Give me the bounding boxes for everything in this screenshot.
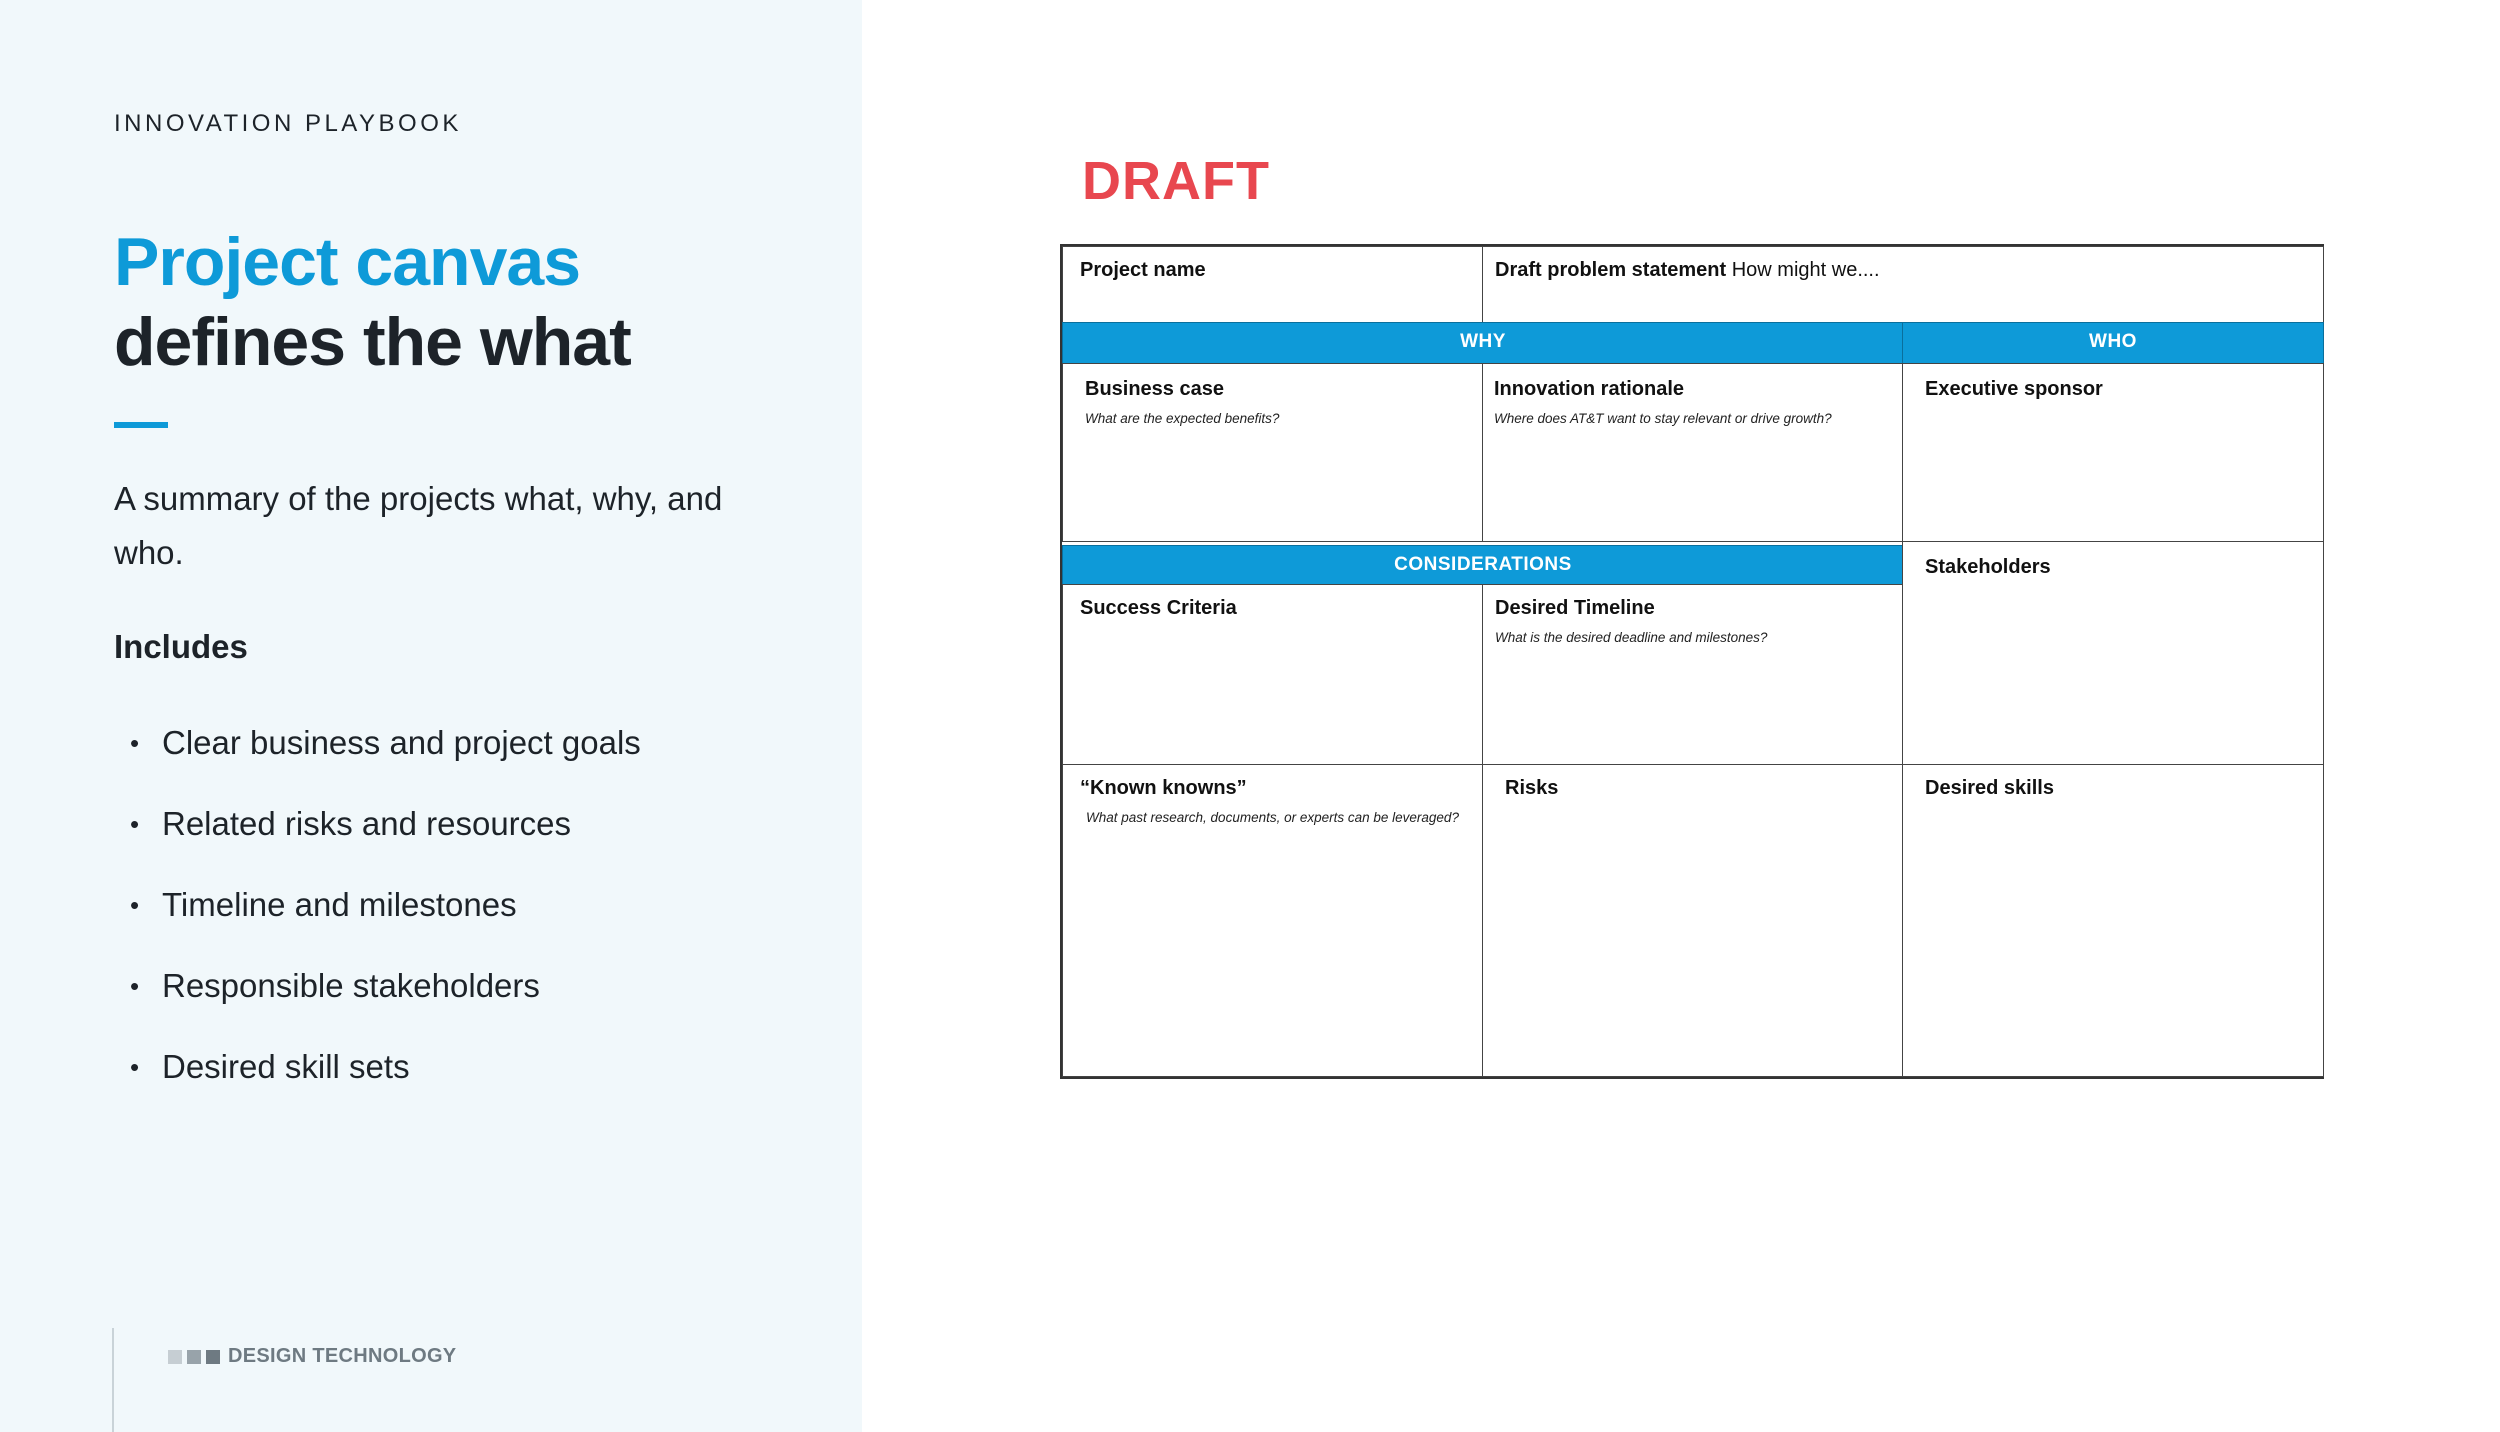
list-item	[130, 716, 641, 797]
list-item	[130, 959, 641, 1040]
list-item	[130, 878, 641, 959]
who-bar: WHO	[1902, 322, 2324, 364]
bullet-icon: •	[130, 809, 140, 839]
business-case-cell	[1062, 363, 1483, 542]
footer-brand: DESIGN TECHNOLOGY	[228, 1345, 457, 1367]
known-knowns-label: “Known knowns”	[1080, 777, 1247, 799]
desired-timeline-cell	[1482, 584, 1903, 765]
includes-heading: Includes	[114, 628, 248, 665]
eyebrow-label: INNOVATION PLAYBOOK	[114, 110, 462, 137]
innovation-rationale-cell	[1482, 363, 1903, 542]
success-criteria-cell	[1062, 584, 1483, 765]
includes-list	[130, 716, 641, 1121]
executive-sponsor-cell	[1902, 363, 2324, 542]
business-case-label: Business case	[1085, 378, 1224, 400]
project-canvas	[1060, 244, 2324, 1079]
title-line-2: defines the what	[114, 304, 631, 380]
left-panel	[0, 0, 862, 1432]
problem-statement-label	[1495, 259, 1880, 281]
bullet-icon: •	[130, 890, 140, 920]
innovation-rationale-label: Innovation rationale	[1494, 378, 1685, 400]
desired-skills-cell	[1902, 764, 2324, 1077]
desired-timeline-label: Desired Timeline	[1495, 597, 1655, 619]
accent-rule	[114, 422, 168, 428]
summary-text: A summary of the projects what, why, and who.	[114, 480, 723, 571]
considerations-bar: CONSIDERATIONS	[1062, 545, 1904, 585]
problem-statement-cell	[1482, 246, 2324, 324]
innovation-rationale-hint: Where does AT&T want to stay relevant or drive growth?	[1494, 411, 1832, 426]
project-name-label: Project name	[1080, 259, 1206, 281]
list-item-text: Clear business and project goals	[162, 724, 641, 761]
desired-timeline-hint: What is the desired deadline and milestones?	[1495, 630, 1768, 645]
footer-logo	[168, 1345, 456, 1368]
bullet-icon: •	[130, 728, 140, 758]
stakeholders-cell	[1902, 541, 2324, 765]
known-knowns-hint: What past research, documents, or experts can be leveraged?	[1086, 810, 1459, 825]
known-knowns-cell	[1062, 764, 1483, 1077]
risks-label: Risks	[1505, 777, 1559, 799]
executive-sponsor-label: Executive sponsor	[1925, 378, 2103, 400]
risks-cell	[1482, 764, 1903, 1077]
logo-square-icon	[206, 1350, 220, 1364]
list-item-text: Related risks and resources	[162, 805, 572, 842]
business-case-hint: What are the expected benefits?	[1085, 411, 1280, 426]
logo-square-icon	[187, 1350, 201, 1364]
why-bar: WHY	[1062, 322, 1904, 364]
bullet-icon: •	[130, 1052, 140, 1082]
desired-skills-label: Desired skills	[1925, 777, 2054, 799]
draft-label: DRAFT	[1082, 151, 1270, 211]
stakeholders-label: Stakeholders	[1925, 556, 2051, 578]
title-line-1: Project canvas	[114, 224, 581, 300]
page-title	[114, 222, 834, 382]
list-item	[130, 797, 641, 878]
logo-square-icon	[168, 1350, 182, 1364]
bullet-icon: •	[130, 971, 140, 1001]
success-criteria-label: Success Criteria	[1080, 597, 1237, 619]
footer-divider	[112, 1328, 114, 1432]
list-item-text: Responsible stakeholders	[162, 967, 540, 1004]
list-item-text: Desired skill sets	[162, 1048, 410, 1085]
list-item	[130, 1040, 641, 1121]
problem-statement-title: Draft problem statement	[1495, 259, 1727, 281]
list-item-text: Timeline and milestones	[162, 886, 517, 923]
project-name-cell	[1062, 246, 1483, 324]
problem-statement-note: How might we....	[1731, 259, 1880, 281]
